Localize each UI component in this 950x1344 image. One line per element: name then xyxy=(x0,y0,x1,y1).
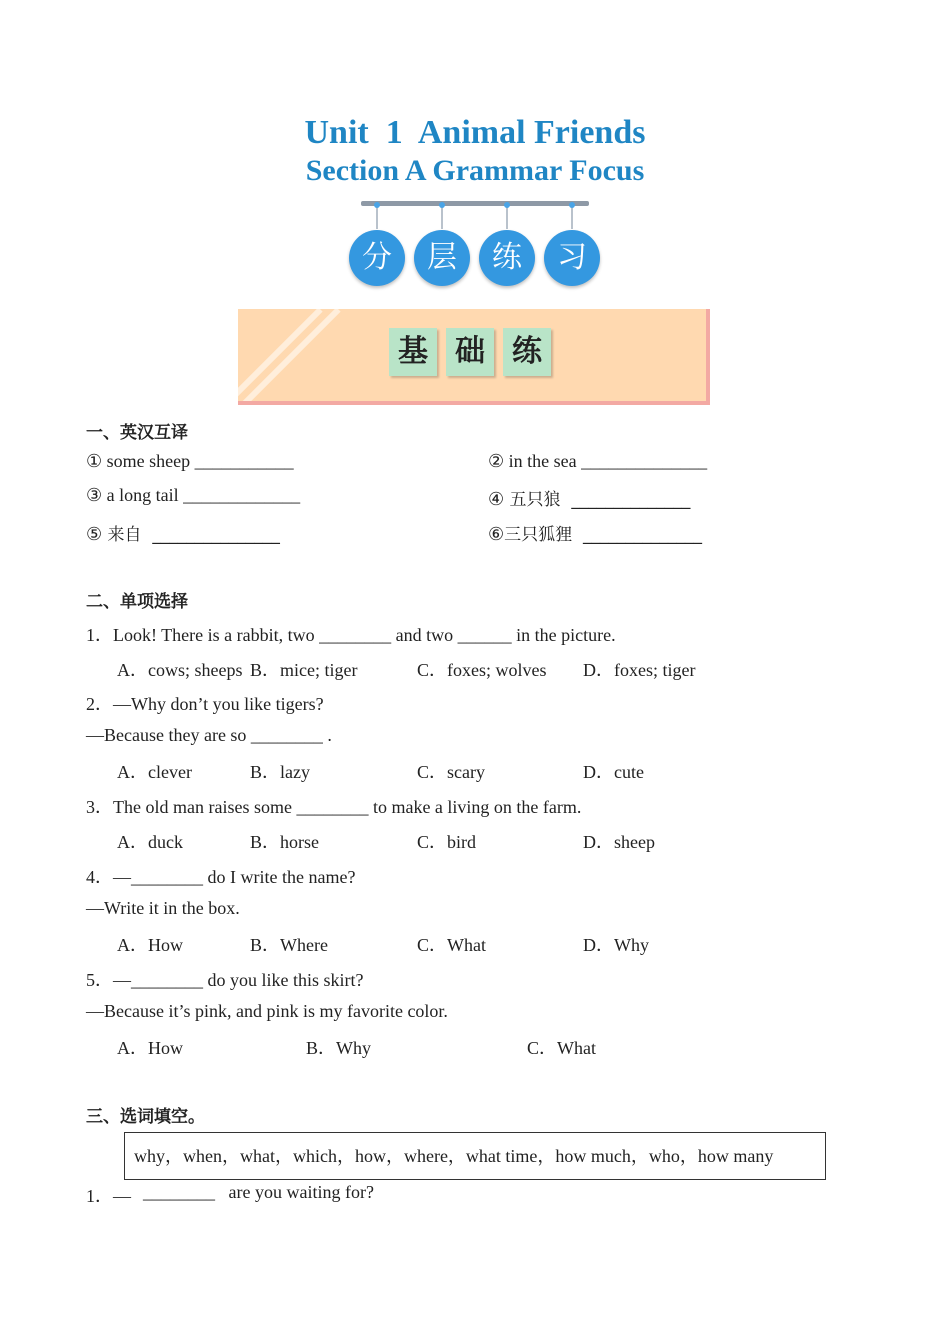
option: A．clever xyxy=(117,762,192,782)
question-reply: —Write it in the box. xyxy=(86,898,240,918)
question-number: 1．— xyxy=(86,1186,131,1206)
title-rail xyxy=(361,201,589,206)
rail-pin xyxy=(376,205,378,229)
option: A．duck xyxy=(117,832,183,852)
translation-item: ③ a long tail _____________ xyxy=(86,485,301,505)
option: D．cute xyxy=(583,762,644,782)
option: A．How xyxy=(117,1038,183,1058)
option: C．foxes; wolves xyxy=(417,660,547,680)
question-stem: 4．—________ do I write the name? xyxy=(86,867,356,887)
question-stem: 5．—________ do you like this skirt? xyxy=(86,970,364,990)
section3-heading: 三、选词填空。 xyxy=(86,1107,205,1127)
badge-circle: 分 xyxy=(349,230,405,286)
translation-item: ⑤ 来自 _______________ xyxy=(86,524,280,545)
translation-item: ① some sheep ___________ xyxy=(86,451,294,471)
question-reply: —Because it’s pink, and pink is my favorite color. xyxy=(86,1001,448,1021)
unit-title: Unit 1 Animal Friends xyxy=(304,114,646,151)
section2-heading: 二、单项选择 xyxy=(86,592,188,612)
option: C．scary xyxy=(417,762,485,782)
option: A．How xyxy=(117,935,183,955)
item-number: ② xyxy=(488,451,505,471)
translation-item: ⑥三只狐狸 ______________ xyxy=(488,524,702,545)
badge-circle: 练 xyxy=(479,230,535,286)
option: B．horse xyxy=(250,832,319,852)
rail-pin xyxy=(506,205,508,229)
banner-stripe xyxy=(238,309,341,405)
rail-pin xyxy=(571,205,573,229)
option: B．lazy xyxy=(250,762,310,782)
item-number: ① xyxy=(86,451,103,471)
translation-item: ④ 五只狼 ______________ xyxy=(488,489,691,510)
option: D．Why xyxy=(583,935,649,955)
banner-tile: 基 xyxy=(389,328,437,376)
option: C．bird xyxy=(417,832,477,852)
option: B．Where xyxy=(250,935,328,955)
option: B．mice; tiger xyxy=(250,660,358,680)
item-number: ③ xyxy=(86,485,103,505)
section1-heading: 一、英汉互译 xyxy=(86,423,188,443)
item-number: ④ xyxy=(488,489,505,509)
banner-stripe xyxy=(238,309,323,405)
question-stem: 2．—Why don’t you like tigers? xyxy=(86,694,324,714)
option: A．cows; sheeps xyxy=(117,660,243,680)
badge-circle: 习 xyxy=(544,230,600,286)
option: B．Why xyxy=(306,1038,371,1058)
option: D．foxes; tiger xyxy=(583,660,696,680)
item-number: ⑤ xyxy=(86,524,103,544)
option: C．What xyxy=(417,935,486,955)
badge-circle: 层 xyxy=(414,230,470,286)
option: D．sheep xyxy=(583,832,655,852)
question-stem: 1．Look! There is a rabbit, two ________ and two ______ in the picture. xyxy=(86,625,616,645)
question-reply: —Because they are so ________ . xyxy=(86,725,332,745)
section-title: Section A Grammar Focus xyxy=(305,154,645,187)
option: C．What xyxy=(527,1038,596,1058)
word-list: why，when，what，which，how，where，what time，how much，who，how many xyxy=(134,1146,774,1166)
question-stem: 3．The old man raises some ________ to make a living on the farm. xyxy=(86,797,582,817)
question-stem: ________ are you waiting for? xyxy=(143,1182,374,1202)
rail-pin xyxy=(441,205,443,229)
item-number: ⑥ xyxy=(488,524,505,544)
translation-item: ② in the sea ______________ xyxy=(488,451,708,471)
banner-tile: 础 xyxy=(446,328,494,376)
banner-tile: 练 xyxy=(503,328,551,376)
